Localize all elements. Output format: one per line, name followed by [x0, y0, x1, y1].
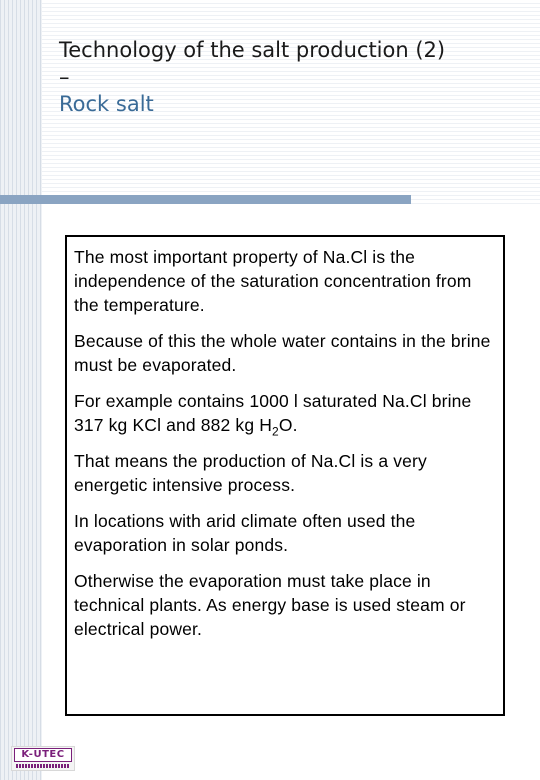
title-main: Technology of the salt production (2)	[59, 38, 446, 62]
logo-tagline-graphic	[16, 764, 70, 768]
company-logo	[11, 746, 75, 771]
title-underline-bar	[0, 195, 411, 204]
example-text: For example contains 1000 l saturated Na.Cl brine 317 kg KCl and 882 kg H	[74, 391, 472, 435]
content-paragraphs	[74, 245, 498, 653]
paragraph-evaporation: Because of this the whole water contains in the brine must be evaporated.	[74, 331, 491, 375]
paragraph-technical-plants: Otherwise the evaporation must take place in technical plants. As energy base is used steam or electrical power.	[74, 571, 466, 639]
example-subscript: 2	[272, 424, 279, 439]
paragraph-example	[74, 389, 498, 437]
left-stripe-pattern	[0, 0, 42, 780]
logo-wordmark: K-UTEC	[14, 748, 72, 762]
example-text-end: O.	[278, 415, 298, 435]
slide-title	[59, 36, 529, 119]
title-dash: –	[59, 65, 70, 89]
paragraph-solar-ponds: In locations with arid climate often used the evaporation in solar ponds.	[74, 511, 416, 555]
content-box	[65, 235, 505, 716]
title-subtitle: Rock salt	[59, 92, 154, 116]
paragraph-energy: That means the production of Na.Cl is a very energetic intensive process.	[74, 451, 427, 495]
paragraph-property: The most important property of Na.Cl is the independence of the saturation concentration from the temperature.	[74, 247, 472, 315]
